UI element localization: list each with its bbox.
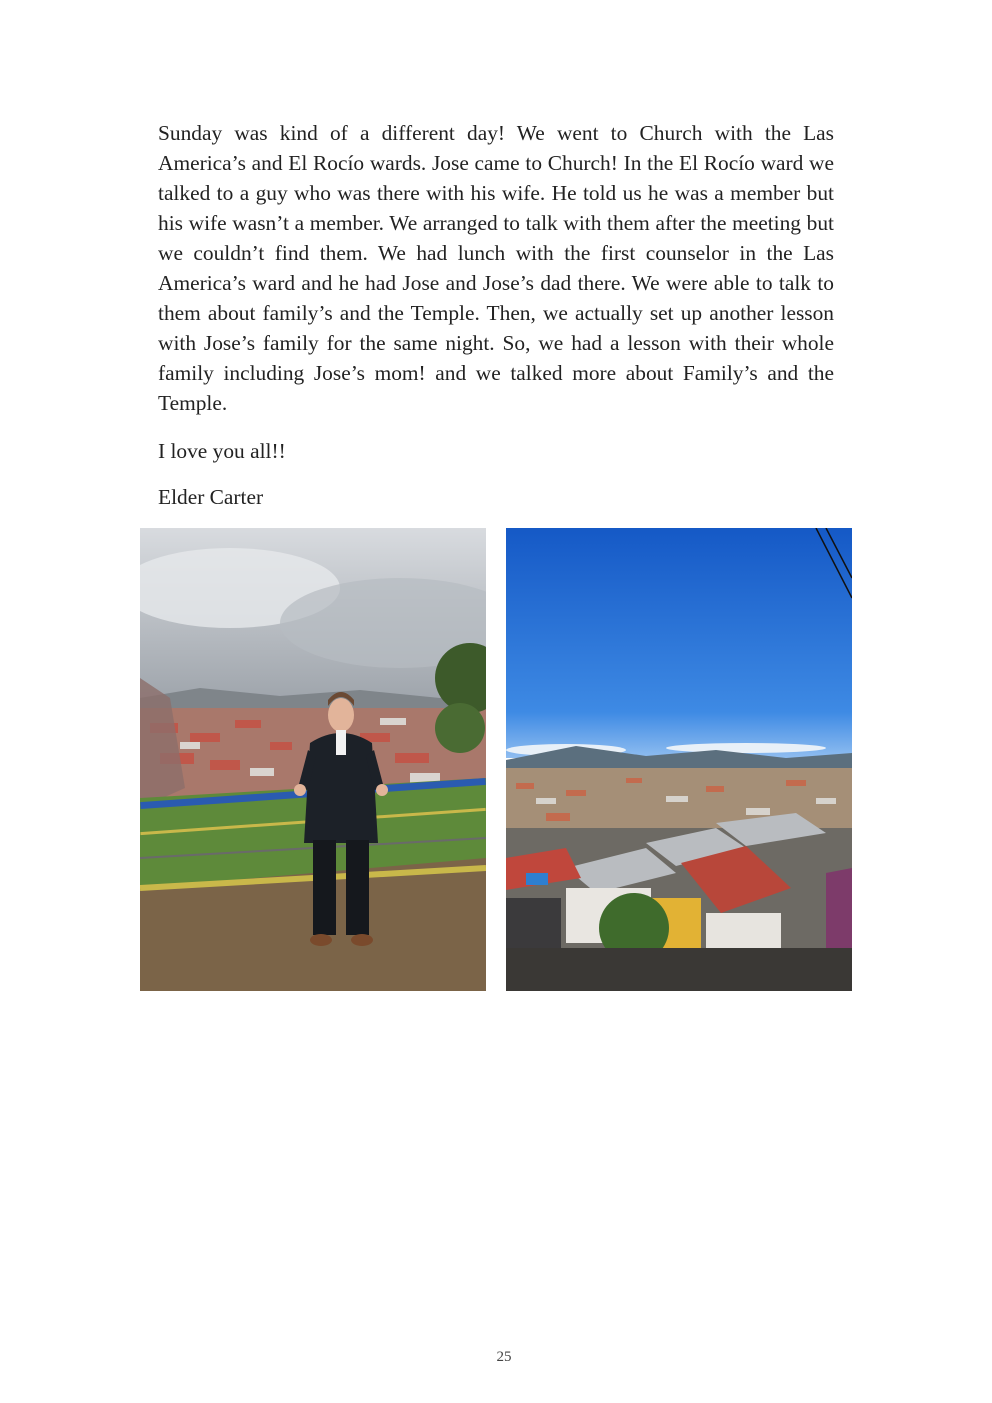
body-paragraph: Sunday was kind of a different day! We went to Church with the Las America’s and El Rocío wards. Jose came to Church! In the El Rocío ward we talked to a guy who was there with his wife. He told us he was a member but his wife wasn’t a member. We arranged to talk with them after the meeting but we couldn’t find them. We had lunch with the first counselor in the Las America’s ward and he had Jose and Jose’s dad there. We were able to talk to them about family’s and the Temple. Then, we actually set up another lesson with Jose’s family for the same night. So, we had a lesson with their whole family including Jose’s mom! and we talked more about Family’s and the Temple. [158,121,834,415]
photo-city-rooftops [506,528,852,991]
photo-missionary-hillside [140,528,486,991]
signature: Elder Carter [158,485,264,509]
closing-line: I love you all!! [158,439,286,463]
photo-city-image [506,528,852,991]
photo-missionary-image [140,528,486,991]
page-number: 25 [496,1349,512,1365]
